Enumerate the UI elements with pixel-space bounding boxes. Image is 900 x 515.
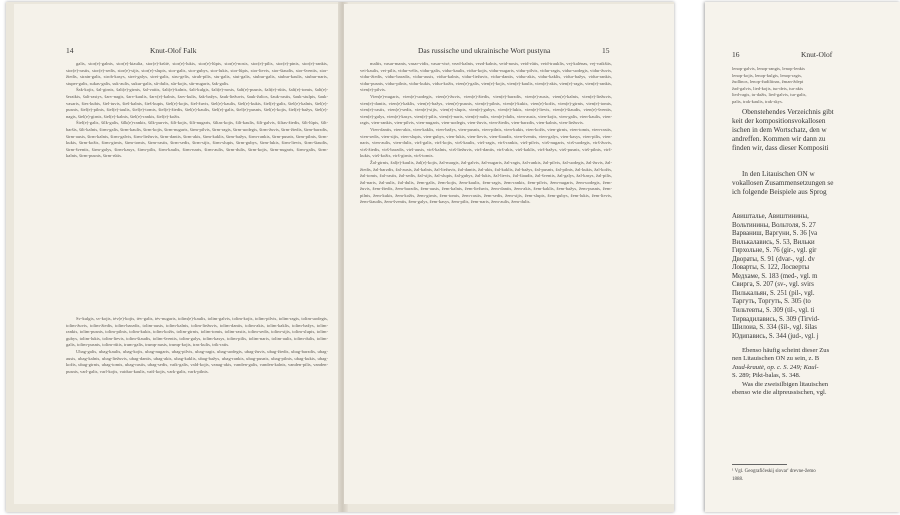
open-book <box>6 2 674 512</box>
text-line: Obenstehendes Verzeichnis gibt <box>742 108 834 116</box>
text-line: Ebenso häufig scheint dieser Zus <box>742 347 830 354</box>
footnote-divider <box>732 464 787 465</box>
paragraph-summary <box>732 108 900 153</box>
list-item: Гирхольне, S. 76 (gir-, vgl. gir <box>732 247 817 255</box>
text-line: Jaud-krautė, op. c. S. 249; Kaul- <box>732 363 819 371</box>
paragraph: Šiel(e)-galis, šilk-galis, šilk(e)-rankis, šilk-purvis, šilt-kojis, šilt-nugaris, šiltas-kojis, šilt-kaulis, šilt-galvis, šiltas-žiedis, šilt-lūpis, šilt-baršis, šilt-kalnis, širm-galis, širm-kaulis, širm-kojis, širm-nugaris, širm-pilvis, širm-ragis, širm-uodegis, širm-žuvis, širm-žiedis, širm-barzdis, širm-ausis, širm-kalnis, širm-galvis, širm-liežuvis, širm-dantis, širm-akis, širm-kaklis, širm-bažys, širm-rankis, širm-pusnis, širm-pilnis, širm-kukis, širm-kožis, širm-girnis, širm-tomis, širm-rastis, širm-sedis, širm-sijis, širm-slupis, širm-gubys, širm-lukis, širm-lievis, širm-šiaudis, širm-šventis, širm-galys, širm-kasys, širm-pilis, širm-kaulis, širm-naris, širm-aulis, širm-dulis, širm-kojis, širm-nugaris, širm-galis, širm-kalnis, širm-pusnis, širm-rūtis. <box>66 120 328 159</box>
list-item: Вилькалавись, S. 53, Вильки <box>732 238 815 246</box>
list-item: Авишталье, Авиштинины, <box>732 213 809 220</box>
text-line: ischen in dem Wortschatz, den w <box>732 125 827 134</box>
paragraph: Vien-dantis, vien-akis, vien-kaklis, vien-bažys, vien-pusnis, vien-pilnis, vien-kukis, vien-kožis, vien-girnis, vien-tomis, vien-rastis, vien-sedis, vien-sijis, vien-slupis, vien-gubys, vien-lukis, vien-lievis, vien-šiaudis, vien-šventis, vien-galys, vien-kasys, vien-pilis, vien-naris, vien-aulis, vien-dulis, virš-galis, virš-kojis, virš-kaulis, virš-ragis, virš-rankis, virš-pilvis, virš-nugaris, virš-uodegis, virš-žuvis, virš-žiedis, virš-barzdis, virš-ausis, virš-kalnis, virš-liežuvis, virš-dantis, virš-akis, virš-kaklis, virš-bažys, virš-pusnis, virš-pilnis, virš-kukis, virš-kožis, virš-girnis, virš-tomis. <box>360 126 612 159</box>
text-line: S. 289; Pikt-balas, S. 348. <box>732 372 801 380</box>
right-page <box>344 4 674 504</box>
running-head: Knut-Olof Falk <box>150 46 197 55</box>
text-line: žad-galvis, lied-kojis, tur-deis, tur-akis <box>732 85 804 91</box>
text-line: lenop-kojis, lenop-kulgis, lenop-ragis, <box>732 72 803 78</box>
text-line: palis, trak-kaulis, trak-skys. <box>732 98 783 104</box>
paragraph: Šak-kojis, šal-girnis, šalt(e)-girnis, šal-vaitis, šalt(e)-kalnis, šalt-kulgis, šalt(e)-nosis, šalt(e)-pusnis, šalt(e)-rūtis, šalt(e)-tomis, šalt(e)-šeraikis, šalt-rastys, šarv-nagis, šarv-kaulis, šarv(e)-kalnis, šarv-kulis, šak-bažys, šauk-liežuvis, šauk-žalios, šauk-rastis, šauk-stulpis, šauk-vasaris, šies-kubis, šiel-tuvis, šieš-kalnis, šieš-kupis, šiel(e)-kojis, šiel-žuvis, šiel(e)-kaulis, šiel(e)-kukis, šiel(e)-galis, šiel(e)-kalnis, šiel(e)-pusnis, šiel(e)-pilnis, šiel(e)-taulis, šiel(e)-tomis, šiel(e)-žiedis, šiel(e)-kaulis, šiel(e)-galis, šiel(e)-pusnis, šiel(e)-kojis, šiel(e)-bažys, šiel(e)-nagis, šiel(e)-girnis, šiel(e)-kalnis, šiel(e)-rankis, šiel(e)-kožis. <box>66 87 328 119</box>
place-name-list <box>732 213 900 341</box>
text-line: Was die zweisilbigen litauischen <box>742 380 829 388</box>
text-line: nen Litauischen ON zu sein, z. B <box>732 355 820 363</box>
text-line: ich folgende Beispiele aus Sprog <box>732 187 827 196</box>
list-item: Вольтинины, Вольтоля, S. 27 <box>732 221 816 229</box>
text-line: žudlinos, lenop-žudiliinas, žman-ždept <box>732 79 804 85</box>
left-page <box>14 4 340 504</box>
list-item: Тирвадилавись, S. 309 (Tirvid- <box>732 315 820 323</box>
text-line: lied-ragis, tu-dažis, lied-galvis, tur-galis, <box>732 92 807 98</box>
text-line: 1888. <box>732 477 744 483</box>
paragraph: galis, stor(e)-galnis, stor(e)-kiaulia, stor(e)-krūtė, stor(e)-lukis, stor(e)-lūpis, stor(e)-nosis, stor(e)-pilis, stor(e)-pinis, stor(e)-rankis, stor(e)-rastis, stor(e)-sedis, stor(e)-sijis, stor(e)-slupis, stor-galis, stor-gubys, stor-lukis, stor-lūpis, stor-lievis, stor-šiaudis, stor-šventis, stor-žiedis, strain-galis, strob-kasys, strei-galys, strei-galis, stru-gelis, strub-pilis, stu-galis, stut-galis, stubur-galis, stubur-kaulis, stubur-naris, stuper-galis, sukas-galis, suk-aulis, sukur-galis, sū-dulis, sūr-kojis, sūr-nugaris, šak-galis. <box>66 61 328 86</box>
page-body-text <box>66 61 328 313</box>
list-item: Двораты, S. 91 (dvar-, vgl. dv <box>732 255 815 263</box>
word-list-tail <box>732 66 900 106</box>
list-item: Ловарты, S. 122, Лосверты <box>732 264 810 272</box>
text-line: finden wir, dass dieser Kompositi <box>732 143 829 152</box>
text-line: keit der kompositionsvokallosen <box>732 116 826 125</box>
second-page <box>705 2 900 512</box>
paragraph: Sv-kulgis, sv-kojis, tėv(e)-kojis, tėv-galis, tėv-nugaris, tolim(e)-kaulis, tolim-galvis, tolim-kojis, tolim-pilvis, tolim-ragis, tolim-uodegis, tolim-žuvis, tolim-žiedis, tolim-barzdis, tolim-ausis, tolim-kalnis, tolim-liežuvis, tolim-dantis, tolim-akis, tolim-kaklis, tolim-bažys, tolim-rankis, tolim-pusnis, tolim-pilnis, tolim-kukis, tolim-kožis, tolim-girnis, tolim-tomis, tolim-rastis, tolim-sedis, tolim-sijis, tolim-slupis, tolim-gubys, tolim-lukis, tolim-lievis, tolim-šiaudis, tolim-šventis, tolim-galys, tolim-kasys, tolim-pilis, tolim-naris, tolim-aulis, tolim-dulis, tolim-galis, tolim-pusnis, tolim-rūtis, trum-galis, trump-ausis, trump-kojis, tras-kulis, trik-ratis. <box>66 316 328 348</box>
list-item: Юдипавись, S. 344 (jud-, vgl. j <box>732 332 819 340</box>
page-body-text-lower <box>66 316 328 434</box>
paragraph: Vien(e)-nugaris, vien(e)-uodegis, vien(e)-žuvis, vien(e)-žiedis, vien(e)-barzdis, vien(e)-ausis, vien(e)-kalnis, vien(e)-liežuvis, vien(e)-dantis, vien(e)-kaklis, vien(e)-bažys, vien(e)-pusnis, vien(e)-pilnis, vien(e)-kukis, vien(e)-kožis, vien(e)-girnis, vien(e)-tomis, vien(e)-rastis, vien(e)-sedis, vien(e)-sijis, vien(e)-slupis, vien(e)-gubys, vien(e)-lukis, vien(e)-lievis, vien(e)-šiaudis, vien(e)-šventis, vien(e)-galys, vien(e)-kasys, vien(e)-pilis, vien(e)-naris, vien(e)-aulis, vien(e)-dulis, vien-ausis, vien-kojis, vien-galis, vien-kaulis, vien-ragis, vien-rankis, vien-pilvis, vien-nugaris, vien-uodegis, vien-žuvis, vien-žiedis, vien-barzdis, vien-kalnis, vien-liežuvis. <box>360 93 612 126</box>
text-line: lenop-galvis, lenop-rangis, lenop-lenkis <box>732 66 805 71</box>
text-line: ebenso wie die altpreussischen, vgl. <box>732 389 827 397</box>
paragraph-conclusion <box>732 347 900 397</box>
page-body-text <box>360 61 612 414</box>
list-item: Медхаме, S. 183 (med-, vgl. m <box>732 272 818 280</box>
page-number: 16 <box>732 50 740 59</box>
list-item: Пилькальян, S. 251 (pil-, vgl. <box>732 289 815 297</box>
running-head: Knut-Olof <box>801 50 833 59</box>
list-item: Тильтевты, S. 309 (til-, vgl. ti <box>732 307 815 315</box>
text-line: vokallosen Zusammensetzungen se <box>732 178 834 187</box>
footnote <box>732 468 900 485</box>
page-number: 15 <box>602 46 610 55</box>
text-line: In den Litauischen ON w <box>742 170 815 178</box>
paragraph-intro <box>732 170 900 197</box>
text-line: andreffen. Kommen wir dann zu <box>732 134 826 143</box>
list-item: Варваниш, Варгуни, S. 36 [va <box>732 230 818 238</box>
text-line: ¹ Vgl. Geografičeskij slovar' drevne-žemo <box>732 469 816 474</box>
paragraph: Ubag-galis, ubag-kaulis, ubag-kojis, ubag-nugaris, ubag-pilvis, ubag-ragis, ubag-uodegis, ubag-žuvis, ubag-žiedis, ubag-barzdis, ubag-ausis, ubag-kalnis, ubag-liežuvis, ubag-dantis, ubag-akis, ubag-kaklis, ubag-bažys, ubag-rankis, ubag-pusnis, ubag-pilnis, ubag-kukis, ubag-kožis, ubag-girnis, ubag-tomis, ubag-rastis, ubag-sedis, vaik-galis, vald-kojis, vanag-akis, vanden-galis, vanden-kalnis, vanden-pilis, vanden-pusnis, varl-galis, varl-kojis, vaiduo-kaulis, vaiš-kojis, vark-galis, vark-pilnis. <box>66 348 328 374</box>
page-number: 14 <box>66 46 74 55</box>
list-item: Таргуть, Торгуть, S. 305 (to <box>732 298 811 306</box>
paragraph: maltis, vasar-manis, vasar-vidis, vasar-visė, vezd-kalnis, vezd-kalnis, veid-nosis, veid-rūtis, veid-trauklis, vej-kalėnas, vej-vaikštis, vei-kaulis, vei-pilis, vidur-vėlis, vidur-galis, vidur-kaulis, vidur-kojis, vidur-nugaris, vidur-pilvis, vidur-ragis, vidur-uodegis, vidur-žuvis, vidur-žiedis, vidur-barzdis, vidur-ausis, vidur-kalnis, vidur-liežuvis, vidur-dantis, vidur-akis, vidur-kaklis, vidur-bažys, vidur-rankis, vidur-pusnis, vidur-pilnis, vidur-kukis, vidur-kožis, vien(e)-galis, vien(e)-kojis, vien(e)-kaulis, vien(e)-akis, vien(e)-ragis, vien(e)-rankis, vien(e)-pilvis. <box>360 61 612 93</box>
paragraph: Žal-girnis, žal(e)-kaulis, žal(e)-kojis, žal-margis, žal-galvis, žal-nugaris, žal-ragis, žal-rankis, žal-pilvis, žal-uodegis, žal-žuvis, žal-žiedis, žal-barzdis, žal-ausis, žal-kalnis, žal-liežuvis, žal-dantis, žal-akis, žal-kaklis, žal-bažys, žal-pusnis, žal-pilnis, žal-kukis, žal-kožis, žal-tomis, žal-rastis, žal-sedis, žal-sijis, žal-slupis, žal-gubys, žal-lukis, žal-lievis, žal-šiaudis, žal-šventis, žal-galys, žal-kasys, žal-pilis, žal-naris, žal-aulis, žal-dulis, žem-galis, žem-kojis, žem-kaulis, žem-ragis, žem-rankis, žem-pilvis, žem-nugaris, žem-uodegis, žem-žuvis, žem-žiedis, žem-barzdis, žem-ausis, žem-kalnis, žem-liežuvis, žem-dantis, žem-akis, žem-kaklis, žem-bažys, žem-pusnis, žem-pilnis, žem-kukis, žem-kožis, žem-girnis, žem-tomis, žem-rastis, žem-sedis, žem-sijis, žem-slupis, žem-gubys, žem-lukis, žem-lievis, žem-šiaudis, žem-šventis, žem-galys, žem-kasys, žem-pilis, žem-naris, žem-aulis, žem-dulis. <box>360 159 612 205</box>
list-item: Шилоиа, S. 334 (šil-, vgl. šilas <box>732 324 817 332</box>
running-head: Das russische und ukrainische Wort pustyna <box>418 46 551 55</box>
list-item: Свирга, S. 207 (sv-, vgl. svirs <box>732 281 814 289</box>
